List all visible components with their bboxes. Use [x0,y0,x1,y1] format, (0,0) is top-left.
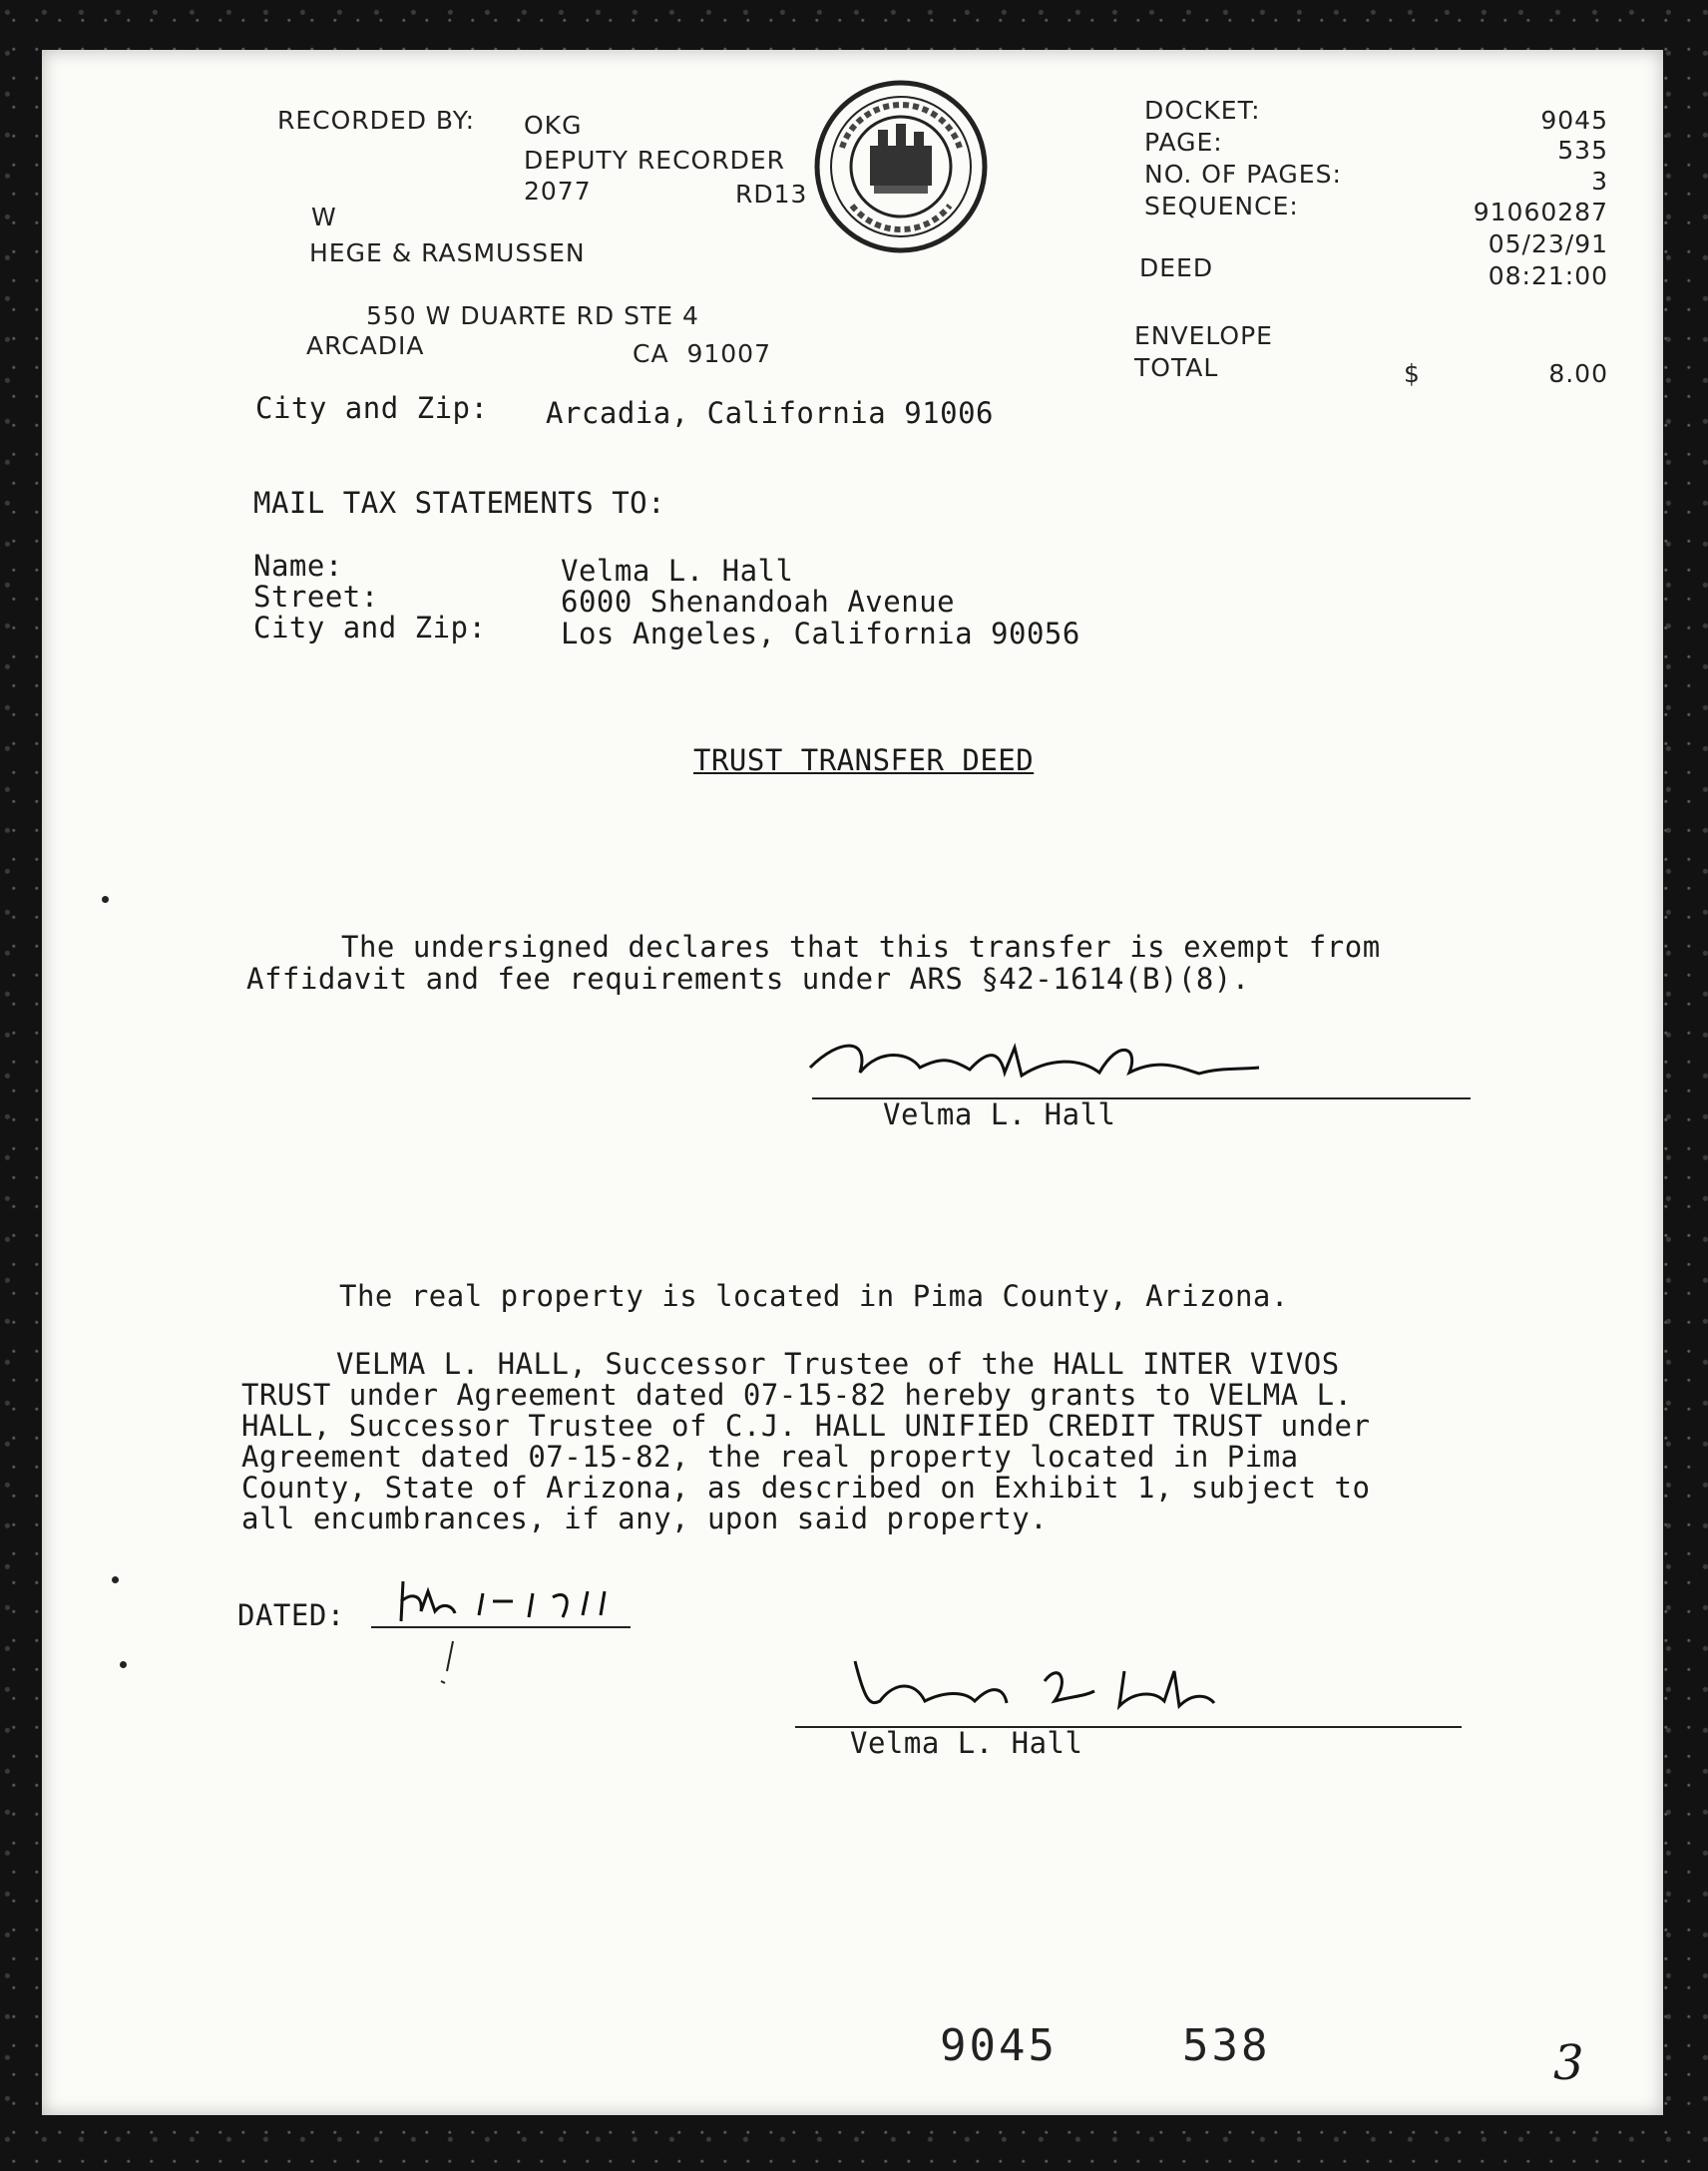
grant-line-1: VELMA L. HALL, Successor Trustee of the HALL INTER VIVOS [336,1347,1340,1381]
total-value: 8.00 [1548,359,1608,388]
recorded-date: 05/23/91 [1488,229,1608,258]
handwritten-page-count: 3 [1553,2035,1584,2091]
footer-docket-number: 9045 [940,2020,1058,2071]
signature-2-handwriting [835,1651,1294,1731]
signature-1-name: Velma L. Hall [883,1097,1116,1131]
deputy-recorder-label: DEPUTY RECORDER [524,146,785,175]
recorded-time: 08:21:00 [1488,261,1608,290]
return-street: 550 W DUARTE RD STE 4 [366,301,699,330]
document-page [42,50,1663,2115]
no-of-pages-value: 3 [1591,167,1608,196]
envelope-label: ENVELOPE [1134,321,1273,350]
sequence-label: SEQUENCE: [1144,192,1299,220]
grant-line-3: HALL, Successor Trustee of C.J. HALL UNIFIED CREDIT TRUST under [241,1409,1371,1443]
sequence-value: 91060287 [1473,198,1608,226]
mail-street-value: 6000 Shenandoah Avenue [561,585,956,619]
total-label: TOTAL [1134,353,1219,382]
recorder-code: RD13 [735,180,808,209]
recorded-by-value: OKG [524,111,583,140]
recorded-by-label: RECORDED BY: [277,106,476,135]
document-title: TRUST TRANSFER DEED [693,743,1035,777]
property-location: The real property is located in Pima County, Arizona. [339,1279,1289,1313]
grant-line-5: County, State of Arizona, as described on Exhibit 1, subject to [241,1471,1371,1505]
mail-street-label: Street: [253,580,379,614]
mail-tax-heading: MAIL TAX STATEMENTS TO: [253,486,666,520]
signature-2-name: Velma L. Hall [850,1726,1083,1760]
grant-line-2: TRUST under Agreement dated 07-15-82 hereby grants to VELMA L. [241,1378,1353,1412]
grant-line-6: all encumbrances, if any, upon said property. [241,1502,1049,1535]
city-zip-label: City and Zip: [255,391,489,425]
declaration-line-2: Affidavit and fee requirements under ARS §42-1614(B)(8). [246,962,1250,996]
footer-page-number: 538 [1182,2020,1271,2071]
declaration-line-1: The undersigned declares that this transfer is exempt from [341,930,1381,964]
mail-name-value: Velma L. Hall [561,554,794,588]
handwritten-date [393,1571,633,1691]
dated-label: DATED: [237,1598,345,1632]
recorded-by-mark: W [311,203,337,231]
mail-city-zip-label: City and Zip: [253,611,487,645]
mail-city-zip-value: Los Angeles, California 90056 [561,617,1080,651]
margin-dot [120,1661,127,1668]
page-label: PAGE: [1144,128,1223,157]
grant-line-4: Agreement dated 07-15-82, the real property located in Pima [241,1440,1299,1474]
document-type: DEED [1139,253,1214,282]
pima-county-seal-icon [812,78,990,255]
return-state-zip: CA 91007 [633,339,771,368]
docket-value: 9045 [1540,106,1608,135]
currency-symbol: $ [1404,359,1421,388]
return-city: ARCADIA [306,331,425,360]
margin-dot [102,896,109,903]
city-zip-value: Arcadia, California 91006 [546,396,994,430]
no-of-pages-label: NO. OF PAGES: [1144,160,1342,189]
margin-dot [112,1576,119,1583]
return-name: HEGE & RASMUSSEN [309,238,586,267]
signature-1-handwriting [800,1028,1319,1097]
docket-label: DOCKET: [1144,96,1261,125]
recorder-number: 2077 [524,177,592,206]
dated-line [371,1626,631,1628]
page-value: 535 [1557,136,1608,165]
mail-name-label: Name: [253,549,343,583]
